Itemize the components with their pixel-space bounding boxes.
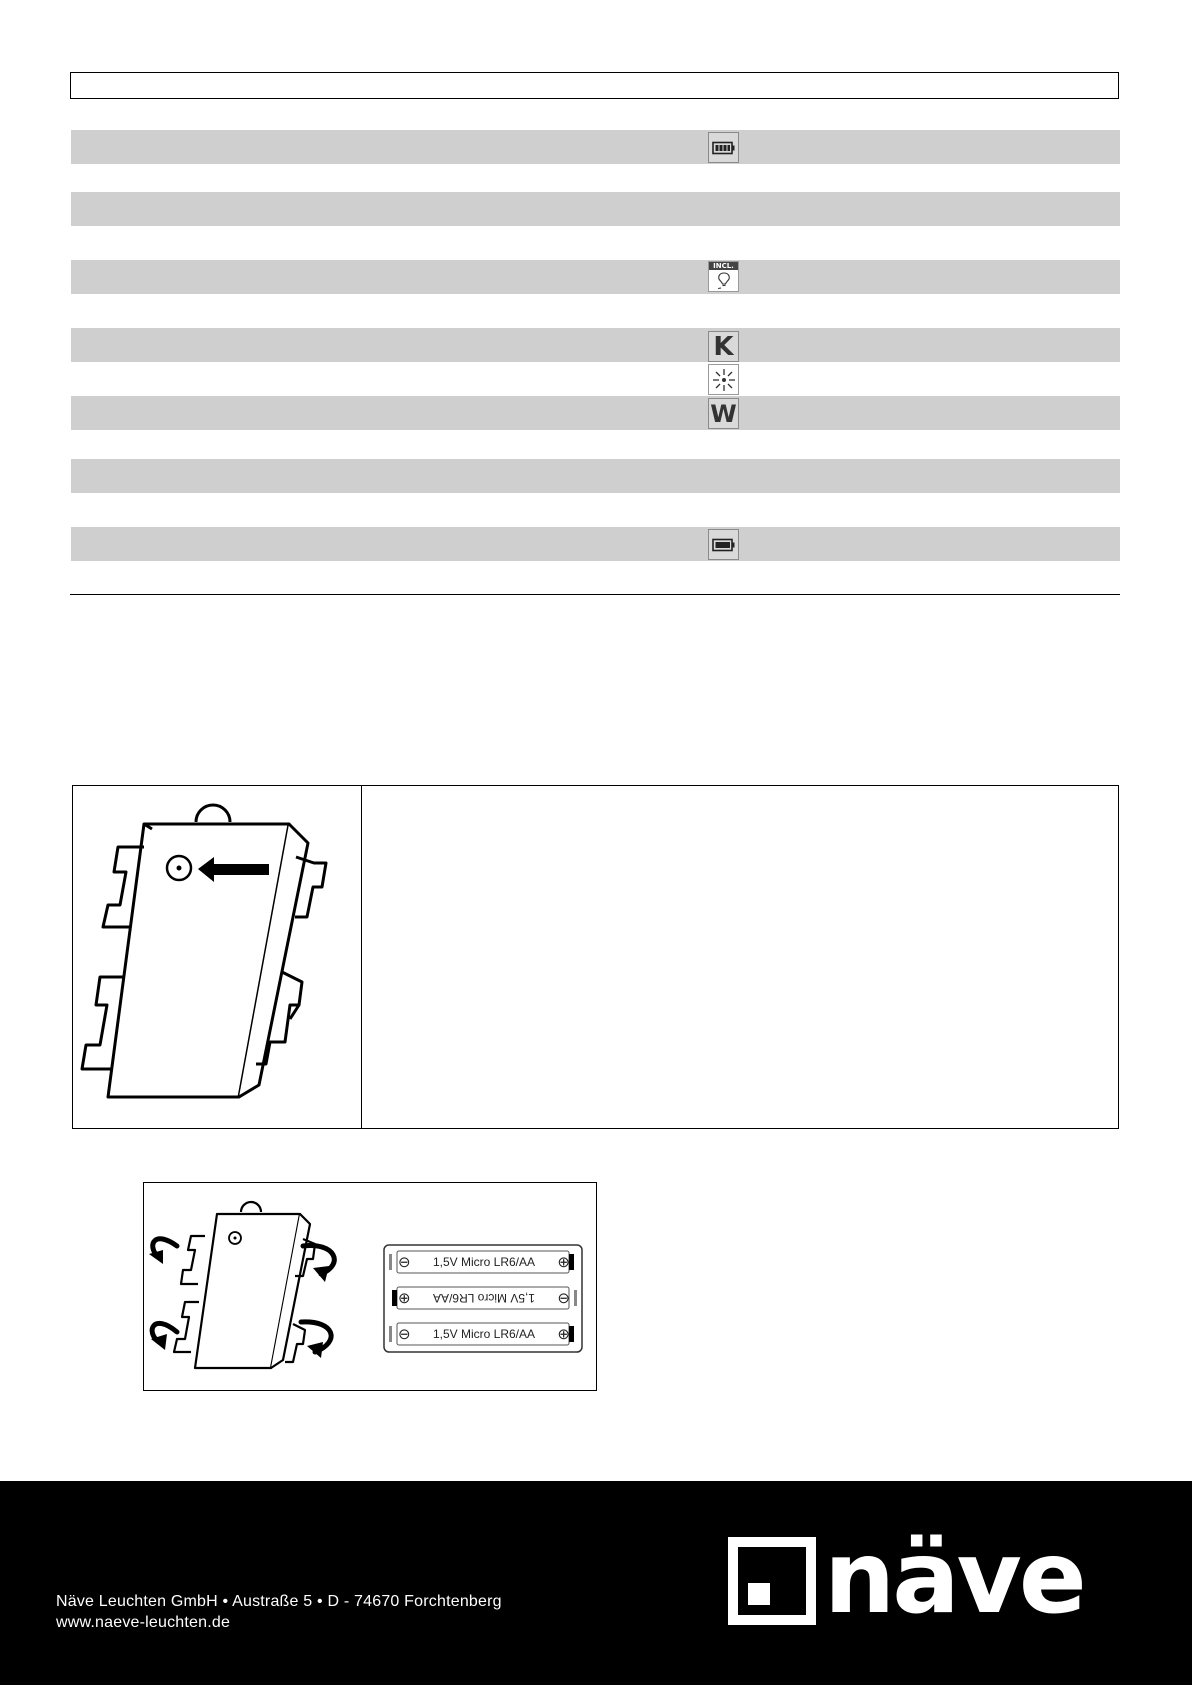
flash-icon [708, 364, 739, 395]
battery-cell-3 [398, 1323, 570, 1345]
spec-row-4 [71, 328, 1120, 362]
spec-row-7 [71, 527, 1120, 561]
battery-full-icon [708, 132, 739, 163]
battery-cell-label: 1,5V Micro LR6/AA [432, 1255, 536, 1269]
battery-cell-label: 1,5V Micro LR6/AA [432, 1291, 536, 1305]
battery-box-illustration [74, 787, 360, 1127]
battery-empty-icon [708, 529, 739, 560]
section-divider [70, 594, 1120, 595]
plus-sign: ⊕ [398, 1290, 411, 1307]
spec-row-3 [71, 260, 1120, 294]
spec-row-1 [71, 130, 1120, 164]
minus-sign: ⊖ [398, 1326, 411, 1343]
spec-row-5 [71, 396, 1120, 430]
battery-cell-2 [398, 1287, 570, 1309]
logo-square-icon [728, 1537, 816, 1625]
minus-sign: ⊖ [398, 1254, 411, 1271]
bulb-included-icon [708, 261, 739, 292]
battery-cell-label: 1,5V Micro LR6/AA [432, 1327, 536, 1341]
minus-sign: ⊖ [557, 1290, 570, 1307]
plus-sign: ⊕ [557, 1254, 570, 1271]
kelvin-icon: K [708, 331, 739, 362]
battery-box-open-illustration [145, 1184, 345, 1389]
battery-cell-1 [398, 1251, 570, 1273]
spec-row-6 [71, 459, 1120, 493]
watt-icon: W [708, 398, 739, 429]
spec-row-2 [71, 192, 1120, 226]
company-address: Näve Leuchten GmbH • Austraße 5 • D - 74670 Forchtenberg [56, 1593, 502, 1610]
logo-wordmark: näve [824, 1519, 1084, 1636]
figure-frame-divider [361, 785, 362, 1129]
title-box [70, 72, 1119, 99]
company-website[interactable]: www.naeve-leuchten.de [56, 1614, 231, 1631]
plus-sign: ⊕ [557, 1326, 570, 1343]
incl-label: INCL. [709, 262, 738, 270]
